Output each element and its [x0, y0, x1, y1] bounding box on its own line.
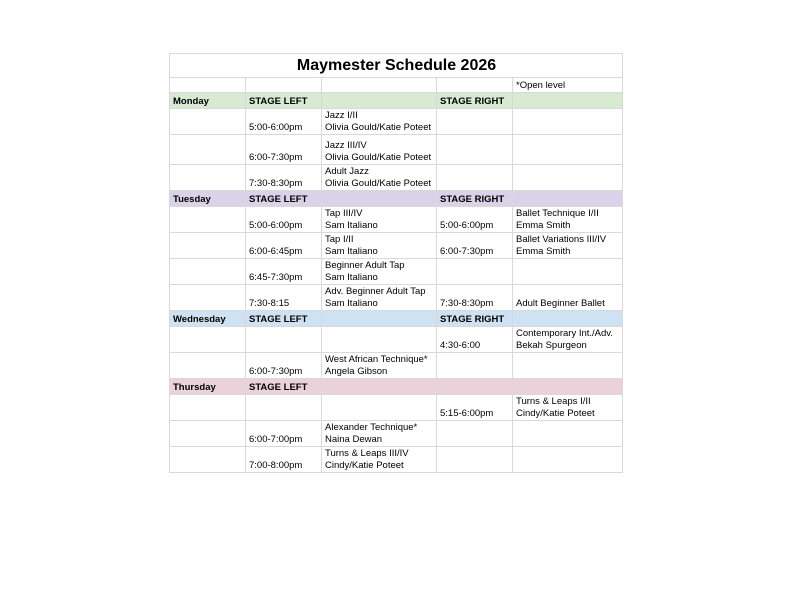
left-time: 6:00-7:30pm [246, 353, 322, 379]
left-time: 5:00-6:00pm [246, 207, 322, 233]
left-class [322, 353, 437, 379]
day-header-thursday [170, 379, 623, 395]
class-name: Ballet Variations III/IV [516, 234, 607, 245]
teacher-name: Angela Gibson [325, 365, 388, 377]
right-time: 6:00-7:30pm [437, 233, 513, 259]
class-name: Turns & Leaps III/IV [325, 448, 409, 459]
stage-left-header: STAGE LEFT [246, 379, 322, 395]
stage-right-header: STAGE RIGHT [437, 191, 513, 207]
table-row [170, 447, 623, 473]
left-class [322, 207, 437, 233]
day-name: Wednesday [170, 311, 246, 327]
stage-left-header: STAGE LEFT [246, 93, 322, 109]
right-class [513, 233, 623, 259]
teacher-name: Olivia Gould/Katie Poteet [325, 151, 432, 163]
left-time: 6:00-7:30pm [246, 135, 322, 165]
class-name: Jazz III/IV [325, 140, 367, 151]
note-row [170, 78, 623, 93]
open-level-note: *Open level [513, 78, 623, 93]
teacher-name: Sam Italiano [325, 245, 378, 257]
day-name: Monday [170, 93, 246, 109]
teacher-name: Naina Dewan [325, 433, 383, 445]
stage-left-header: STAGE LEFT [246, 191, 322, 207]
left-time: 6:00-7:00pm [246, 421, 322, 447]
schedule-title: Maymester Schedule 2026 [170, 54, 623, 78]
day-header-tuesday [170, 191, 623, 207]
left-time: 5:00-6:00pm [246, 109, 322, 135]
left-class [322, 109, 437, 135]
left-class [322, 135, 437, 165]
teacher-name: Sam Italiano [325, 271, 378, 283]
table-row [170, 395, 623, 421]
right-time: 5:15-6:00pm [437, 395, 513, 421]
left-time: 7:30-8:15 [246, 285, 322, 311]
right-time: 4:30-6:00 [437, 327, 513, 353]
class-name: Ballet Technique I/II [516, 208, 599, 219]
left-time: 7:00-8:00pm [246, 447, 322, 473]
table-row [170, 353, 623, 379]
right-time: 5:00-6:00pm [437, 207, 513, 233]
left-class [322, 259, 437, 285]
table-row [170, 233, 623, 259]
stage-right-header: STAGE RIGHT [437, 93, 513, 109]
table-row [170, 109, 623, 135]
class-name: Turns & Leaps I/II [516, 396, 591, 407]
teacher-name: Emma Smith [516, 245, 571, 257]
left-class [322, 233, 437, 259]
class-name: West African Technique* [325, 354, 428, 365]
day-name: Thursday [170, 379, 246, 395]
teacher-name: Bekah Spurgeon [516, 339, 587, 351]
left-class [322, 285, 437, 311]
stage-left-header: STAGE LEFT [246, 311, 322, 327]
left-time: 6:00-6:45pm [246, 233, 322, 259]
teacher-name: Sam Italiano [325, 297, 378, 309]
teacher-name: Olivia Gould/Katie Poteet [325, 121, 432, 133]
left-time: 6:45-7:30pm [246, 259, 322, 285]
right-class [513, 395, 623, 421]
class-name: Adult Jazz [325, 166, 369, 177]
table-row [170, 165, 623, 191]
left-class [322, 421, 437, 447]
stage-right-header: STAGE RIGHT [437, 311, 513, 327]
day-header-monday [170, 93, 623, 109]
right-class [513, 327, 623, 353]
class-name: Beginner Adult Tap [325, 260, 405, 271]
title-row [170, 54, 623, 78]
teacher-name: Sam Italiano [325, 219, 378, 231]
teacher-name: Cindy/Katie Poteet [516, 407, 595, 419]
class-name: Alexander Technique* [325, 422, 418, 433]
table-row [170, 327, 623, 353]
class-name: Tap III/IV [325, 208, 363, 219]
day-name: Tuesday [170, 191, 246, 207]
class-name: Adult Beginner Ballet [516, 297, 605, 309]
table-row [170, 259, 623, 285]
table-row [170, 135, 623, 165]
teacher-name: Olivia Gould/Katie Poteet [325, 177, 432, 189]
class-name: Contemporary Int./Adv. [516, 328, 613, 339]
teacher-name: Emma Smith [516, 219, 571, 231]
right-class [513, 207, 623, 233]
schedule-table [169, 53, 623, 473]
left-class [322, 165, 437, 191]
right-time: 7:30-8:30pm [437, 285, 513, 311]
table-row [170, 285, 623, 311]
table-row [170, 421, 623, 447]
class-name: Adv. Beginner Adult Tap [325, 286, 426, 297]
left-class [322, 447, 437, 473]
left-time: 7:30-8:30pm [246, 165, 322, 191]
teacher-name: Cindy/Katie Poteet [325, 459, 404, 471]
table-row [170, 207, 623, 233]
day-header-wednesday [170, 311, 623, 327]
right-class [513, 285, 623, 311]
class-name: Tap I/II [325, 234, 354, 245]
class-name: Jazz I/II [325, 110, 358, 121]
